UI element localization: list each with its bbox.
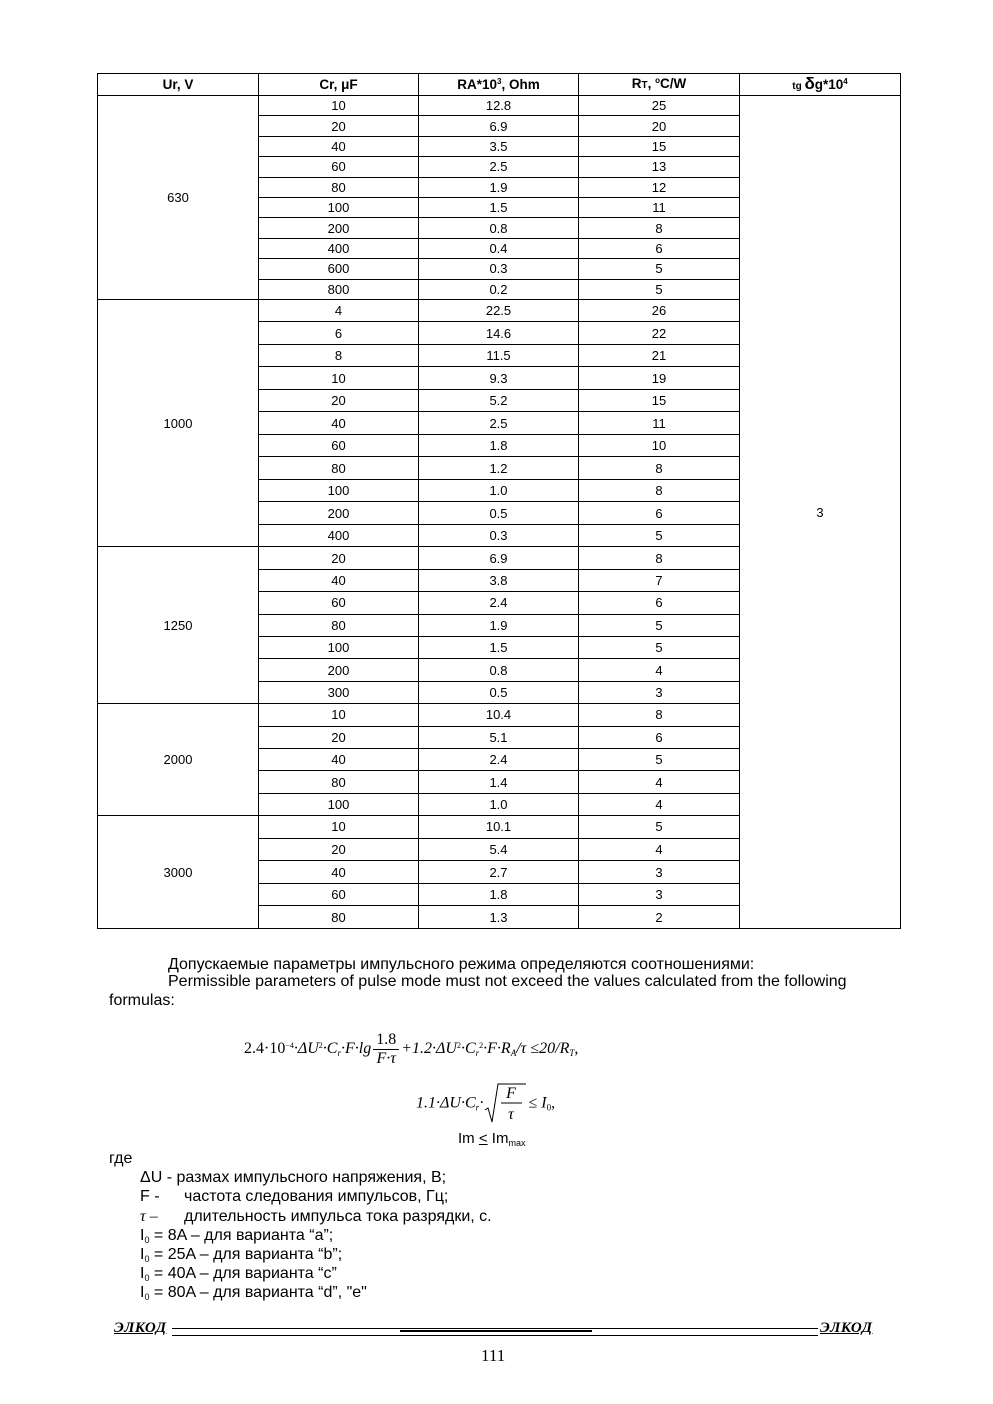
cell-cr: 10 bbox=[259, 367, 419, 390]
legend-f-text: частота следования импульсов, Гц; bbox=[184, 1188, 449, 1205]
cell-ur: 2000 bbox=[98, 704, 259, 816]
cell-rt: 8 bbox=[579, 547, 740, 569]
footer-rule-top bbox=[172, 1328, 818, 1329]
cell-ra: 0.5 bbox=[419, 502, 579, 525]
cell-cr: 60 bbox=[259, 157, 419, 177]
cell-ra: 1.4 bbox=[419, 771, 579, 793]
cell-cr: 20 bbox=[259, 838, 419, 861]
cell-ur: 3000 bbox=[98, 816, 259, 929]
cell-cr: 60 bbox=[259, 883, 419, 906]
legend-tau-symbol: τ – bbox=[140, 1208, 158, 1225]
cell-cr: 800 bbox=[259, 279, 419, 299]
cell-rt: 5 bbox=[579, 259, 740, 279]
table-header-row bbox=[98, 74, 901, 96]
cell-ra: 1.8 bbox=[419, 434, 579, 457]
cell-cr: 20 bbox=[259, 116, 419, 136]
cell-rt: 12 bbox=[579, 177, 740, 197]
cell-cr: 200 bbox=[259, 218, 419, 238]
cell-ra: 10.1 bbox=[419, 816, 579, 839]
table-row bbox=[98, 96, 901, 116]
cell-cr: 6 bbox=[259, 322, 419, 345]
cell-cr: 100 bbox=[259, 197, 419, 217]
cell-cr: 40 bbox=[259, 861, 419, 884]
legend-tau-text: длительность импульса тока разрядки, с. bbox=[184, 1208, 492, 1225]
cell-ra: 1.0 bbox=[419, 479, 579, 502]
footer-logo-right: ЭЛКОД bbox=[820, 1320, 873, 1336]
footer-logo-left: ЭЛКОД bbox=[114, 1320, 167, 1336]
cell-ra: 3.5 bbox=[419, 136, 579, 156]
page-number: 111 bbox=[481, 1346, 506, 1365]
cell-cr: 4 bbox=[259, 299, 419, 322]
cell-ra: 3.8 bbox=[419, 569, 579, 591]
cell-rt: 5 bbox=[579, 816, 740, 839]
cell-ra: 2.4 bbox=[419, 592, 579, 614]
cell-ra: 1.2 bbox=[419, 457, 579, 480]
header-cr: Cr, μF bbox=[259, 74, 419, 96]
cell-ra: 6.9 bbox=[419, 547, 579, 569]
cell-ra: 5.2 bbox=[419, 389, 579, 412]
cell-cr: 100 bbox=[259, 479, 419, 502]
cell-rt: 4 bbox=[579, 838, 740, 861]
legend-where: где bbox=[109, 1150, 133, 1167]
cell-rt: 4 bbox=[579, 793, 740, 815]
cell-rt: 3 bbox=[579, 861, 740, 884]
cell-rt: 6 bbox=[579, 238, 740, 258]
cell-cr: 300 bbox=[259, 681, 419, 703]
cell-rt: 5 bbox=[579, 636, 740, 658]
cell-ra: 9.3 bbox=[419, 367, 579, 390]
cell-rt: 25 bbox=[579, 96, 740, 116]
cell-rt: 10 bbox=[579, 434, 740, 457]
cell-cr: 40 bbox=[259, 748, 419, 770]
cell-rt: 3 bbox=[579, 681, 740, 703]
cell-rt: 20 bbox=[579, 116, 740, 136]
cell-rt: 26 bbox=[579, 299, 740, 322]
cell-rt: 19 bbox=[579, 367, 740, 390]
cell-ra: 14.6 bbox=[419, 322, 579, 345]
cell-ra: 22.5 bbox=[419, 299, 579, 322]
cell-ra: 0.5 bbox=[419, 681, 579, 703]
footer-rule-bottom bbox=[172, 1335, 818, 1336]
cell-ra: 2.7 bbox=[419, 861, 579, 884]
cell-cr: 200 bbox=[259, 659, 419, 681]
cell-cr: 80 bbox=[259, 614, 419, 636]
footer-rule-center bbox=[400, 1330, 592, 1332]
paragraph-en-line1: Permissible parameters of pulse mode must not exceed the values calculated from the following bbox=[168, 973, 847, 990]
cell-cr: 400 bbox=[259, 524, 419, 547]
cell-rt: 6 bbox=[579, 726, 740, 748]
cell-ra: 0.8 bbox=[419, 218, 579, 238]
cell-ra: 10.4 bbox=[419, 704, 579, 726]
cell-rt: 7 bbox=[579, 569, 740, 591]
legend-f-symbol: F - bbox=[140, 1188, 160, 1205]
cell-ra: 0.4 bbox=[419, 238, 579, 258]
cell-rt: 2 bbox=[579, 906, 740, 929]
cell-ra: 1.9 bbox=[419, 614, 579, 636]
cell-rt: 6 bbox=[579, 502, 740, 525]
cell-cr: 10 bbox=[259, 96, 419, 116]
cell-rt: 15 bbox=[579, 136, 740, 156]
cell-rt: 11 bbox=[579, 412, 740, 435]
cell-rt: 21 bbox=[579, 344, 740, 367]
cell-rt: 3 bbox=[579, 883, 740, 906]
cell-cr: 40 bbox=[259, 136, 419, 156]
cell-ra: 0.2 bbox=[419, 279, 579, 299]
cell-cr: 80 bbox=[259, 177, 419, 197]
cell-cr: 80 bbox=[259, 771, 419, 793]
cell-rt: 5 bbox=[579, 748, 740, 770]
capacitor-parameters-table bbox=[97, 73, 901, 929]
cell-ra: 1.8 bbox=[419, 883, 579, 906]
formula-2: $1.1\cdot\Delta U\cdot C_r\cdot$ F τ ≤ $I_0$, bbox=[416, 1082, 555, 1126]
legend-i0-b: $I_0 = 25A$ – для варианта “b”; bbox=[140, 1246, 343, 1264]
cell-ra: 2.4 bbox=[419, 748, 579, 770]
cell-cr: 40 bbox=[259, 412, 419, 435]
cell-rt: 8 bbox=[579, 479, 740, 502]
cell-ra: 2.5 bbox=[419, 412, 579, 435]
cell-rt: 5 bbox=[579, 524, 740, 547]
cell-ra: 1.0 bbox=[419, 793, 579, 815]
legend-i0-d: $I_0 = 80A$ – для варианта “d”, "e" bbox=[140, 1284, 367, 1302]
cell-cr: 60 bbox=[259, 434, 419, 457]
legend-i0-a: $I_0 = 8A$ – для варианта “a”; bbox=[140, 1227, 334, 1245]
cell-rt: 8 bbox=[579, 704, 740, 726]
cell-ra: 6.9 bbox=[419, 116, 579, 136]
cell-rt: 6 bbox=[579, 592, 740, 614]
cell-cr: 400 bbox=[259, 238, 419, 258]
cell-ra: 1.5 bbox=[419, 197, 579, 217]
cell-ra: 5.4 bbox=[419, 838, 579, 861]
cell-cr: 200 bbox=[259, 502, 419, 525]
legend-i0-c: $I_0 = 40A$ – для варианта “c” bbox=[140, 1265, 337, 1283]
cell-ur: 630 bbox=[98, 96, 259, 300]
header-ur: Ur, V bbox=[98, 74, 259, 96]
cell-rt: 22 bbox=[579, 322, 740, 345]
svg-text:τ: τ bbox=[508, 1106, 515, 1123]
cell-cr: 10 bbox=[259, 816, 419, 839]
formula-3: $Im < Im_{max}$ bbox=[458, 1130, 526, 1148]
legend-delta-u: ΔU - размах импульсного напряжения, В; bbox=[140, 1169, 447, 1186]
cell-cr: 80 bbox=[259, 457, 419, 480]
cell-ur: 1000 bbox=[98, 299, 259, 547]
formula-1-fraction: $\frac{1.8}{F\cdot\tau}$ bbox=[373, 1031, 399, 1068]
cell-ra: 0.3 bbox=[419, 524, 579, 547]
paragraph-en-line2: formulas: bbox=[109, 992, 175, 1009]
cell-ra: 1.5 bbox=[419, 636, 579, 658]
cell-rt: 8 bbox=[579, 457, 740, 480]
cell-cr: 600 bbox=[259, 259, 419, 279]
cell-cr: 100 bbox=[259, 636, 419, 658]
cell-cr: 100 bbox=[259, 793, 419, 815]
cell-cr: 40 bbox=[259, 569, 419, 591]
header-ra: $RA*10^3$, Ohm bbox=[419, 74, 579, 96]
cell-ra: 12.8 bbox=[419, 96, 579, 116]
cell-rt: 5 bbox=[579, 614, 740, 636]
cell-cr: 20 bbox=[259, 726, 419, 748]
cell-rt: 4 bbox=[579, 659, 740, 681]
cell-ra: 0.3 bbox=[419, 259, 579, 279]
header-tg: tg $\delta g*10^4$ bbox=[740, 74, 901, 96]
cell-cr: 80 bbox=[259, 906, 419, 929]
sqrt-icon bbox=[484, 1082, 528, 1126]
cell-cr: 20 bbox=[259, 389, 419, 412]
svg-text:F: F bbox=[506, 1085, 517, 1102]
cell-ra: 11.5 bbox=[419, 344, 579, 367]
cell-ra: 5.1 bbox=[419, 726, 579, 748]
cell-rt: 15 bbox=[579, 389, 740, 412]
cell-rt: 11 bbox=[579, 197, 740, 217]
cell-rt: 4 bbox=[579, 771, 740, 793]
formula-1: $2.4\cdot 10^{-4}\cdot\Delta U^2\cdot C_r\cdot F\cdot\lg$ $\frac{1.8}{F\cdot\tau}$ $+1.2\cdot\Delta U^2\cdot C_r^2\cdot F\cdot R_A/\tau \le 20/R_T$, bbox=[244, 1031, 579, 1067]
cell-ra: 1.3 bbox=[419, 906, 579, 929]
cell-rt: 8 bbox=[579, 218, 740, 238]
cell-ra: 0.8 bbox=[419, 659, 579, 681]
cell-cr: 10 bbox=[259, 704, 419, 726]
cell-tg: 3 bbox=[740, 96, 901, 929]
cell-cr: 8 bbox=[259, 344, 419, 367]
paragraph-ru: Допускаемые параметры импульсного режима определяются соотношениями: bbox=[168, 956, 755, 973]
cell-ra: 1.9 bbox=[419, 177, 579, 197]
cell-cr: 60 bbox=[259, 592, 419, 614]
cell-cr: 20 bbox=[259, 547, 419, 569]
cell-rt: 13 bbox=[579, 157, 740, 177]
cell-ur: 1250 bbox=[98, 547, 259, 704]
header-rt: RT, $^o$C/W bbox=[579, 74, 740, 96]
cell-rt: 5 bbox=[579, 279, 740, 299]
table-body bbox=[98, 96, 901, 929]
cell-ra: 2.5 bbox=[419, 157, 579, 177]
